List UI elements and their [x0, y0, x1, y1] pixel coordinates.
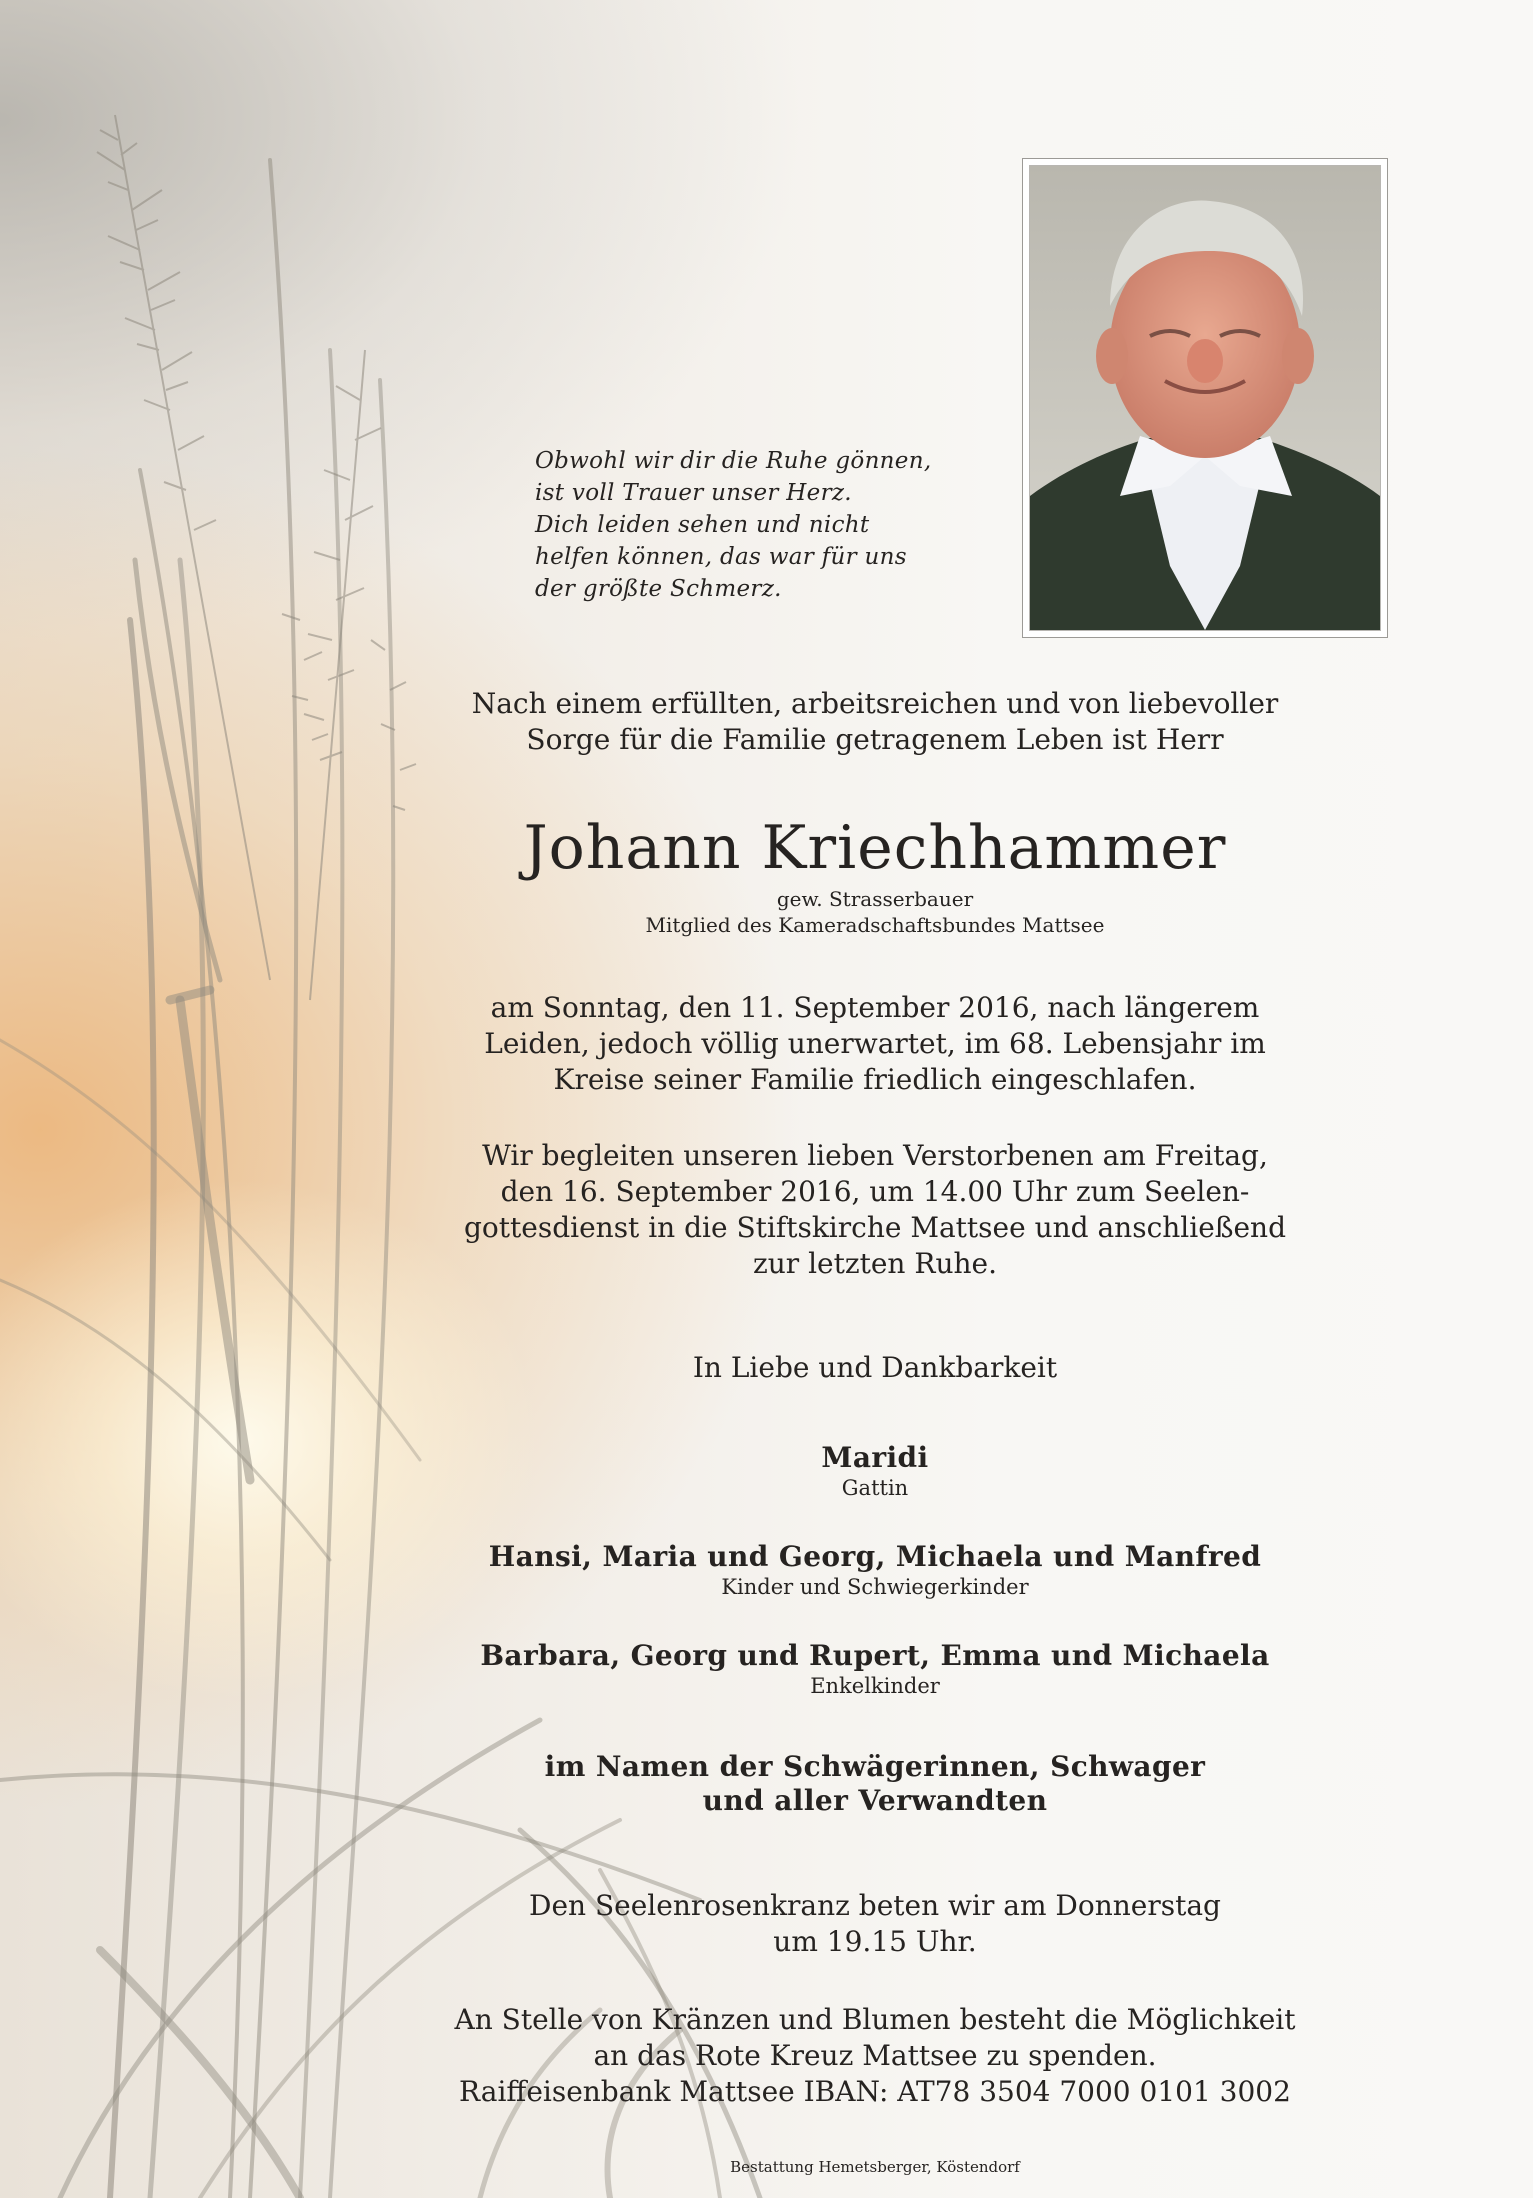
relatives-line: im Namen der Schwägerinnen, Schwager: [544, 1750, 1206, 1783]
mourner-names: Hansi, Maria und Georg, Michaela und Manfred: [488, 1540, 1262, 1573]
funeral-line: Wir begleiten unseren lieben Verstorbenen am Freitag,: [482, 1139, 1268, 1172]
deceased-details: [440, 886, 1310, 938]
occupation: gew. Strasserbauer: [776, 887, 974, 911]
mourner-role: Enkelkinder: [810, 1674, 940, 1698]
portrait-frame: [1022, 158, 1388, 638]
intro-line: Sorge für die Familie getragenem Leben ist Herr: [526, 723, 1224, 756]
funeral-line: den 16. September 2016, um 14.00 Uhr zum Seelen-: [500, 1175, 1250, 1208]
mourner-group: [440, 1540, 1310, 1600]
rosary-notice: [440, 1888, 1310, 1960]
donation-notice: [420, 2002, 1330, 2110]
undertaker-credit: Bestattung Hemetsberger, Köstendorf: [730, 2158, 1020, 2176]
death-notice-line: Leiden, jedoch völlig unerwartet, im 68. Lebensjahr im: [484, 1027, 1266, 1060]
poem-line: Dich leiden sehen und nicht: [535, 512, 870, 538]
mourner-group: [440, 1441, 1310, 1501]
funeral-line: gottesdienst in die Stiftskirche Mattsee und anschließend: [463, 1211, 1287, 1244]
poem-line: helfen können, das war für uns: [535, 544, 907, 570]
mourner-role: Kinder und Schwiegerkinder: [721, 1575, 1029, 1599]
rosary-line: um 19.15 Uhr.: [773, 1925, 977, 1958]
closing-phrase: In Liebe und Dankbarkeit: [692, 1351, 1058, 1384]
mourner-role: Gattin: [841, 1476, 909, 1500]
intro-line: Nach einem erfüllten, arbeitsreichen und von liebevoller: [471, 687, 1279, 720]
mourner-names: Barbara, Georg und Rupert, Emma und Michaela: [480, 1639, 1270, 1672]
mourner-group: [440, 1639, 1310, 1699]
deceased-name: Johann Kriechhammer: [523, 813, 1227, 883]
portrait-photo: [1029, 165, 1381, 631]
death-notice-line: Kreise seiner Familie friedlich eingeschlafen.: [553, 1063, 1197, 1096]
funeral-line: zur letzten Ruhe.: [753, 1247, 997, 1280]
poem-line: der größte Schmerz.: [535, 576, 782, 602]
intro-text: [440, 686, 1310, 758]
memorial-poem: [535, 445, 975, 605]
bank-details: Raiffeisenbank Mattsee IBAN: AT78 3504 7000 0101 3002: [459, 2075, 1291, 2108]
poem-line: Obwohl wir dir die Ruhe gönnen,: [535, 448, 932, 474]
poem-line: ist voll Trauer unser Herz.: [535, 480, 852, 506]
rosary-line: Den Seelenrosenkranz beten wir am Donnerstag: [529, 1889, 1221, 1922]
membership: Mitglied des Kameradschaftsbundes Mattsee: [645, 913, 1105, 937]
death-notice-line: am Sonntag, den 11. September 2016, nach längerem: [490, 991, 1260, 1024]
funeral-announcement: [440, 1138, 1310, 1282]
relatives-note: [440, 1750, 1310, 1818]
donation-line: an das Rote Kreuz Mattsee zu spenden.: [593, 2039, 1157, 2072]
death-notice: [440, 990, 1310, 1098]
mourner-names: Maridi: [821, 1441, 929, 1474]
relatives-line: und aller Verwandten: [702, 1784, 1048, 1817]
donation-line: An Stelle von Kränzen und Blumen besteht die Möglichkeit: [454, 2003, 1296, 2036]
